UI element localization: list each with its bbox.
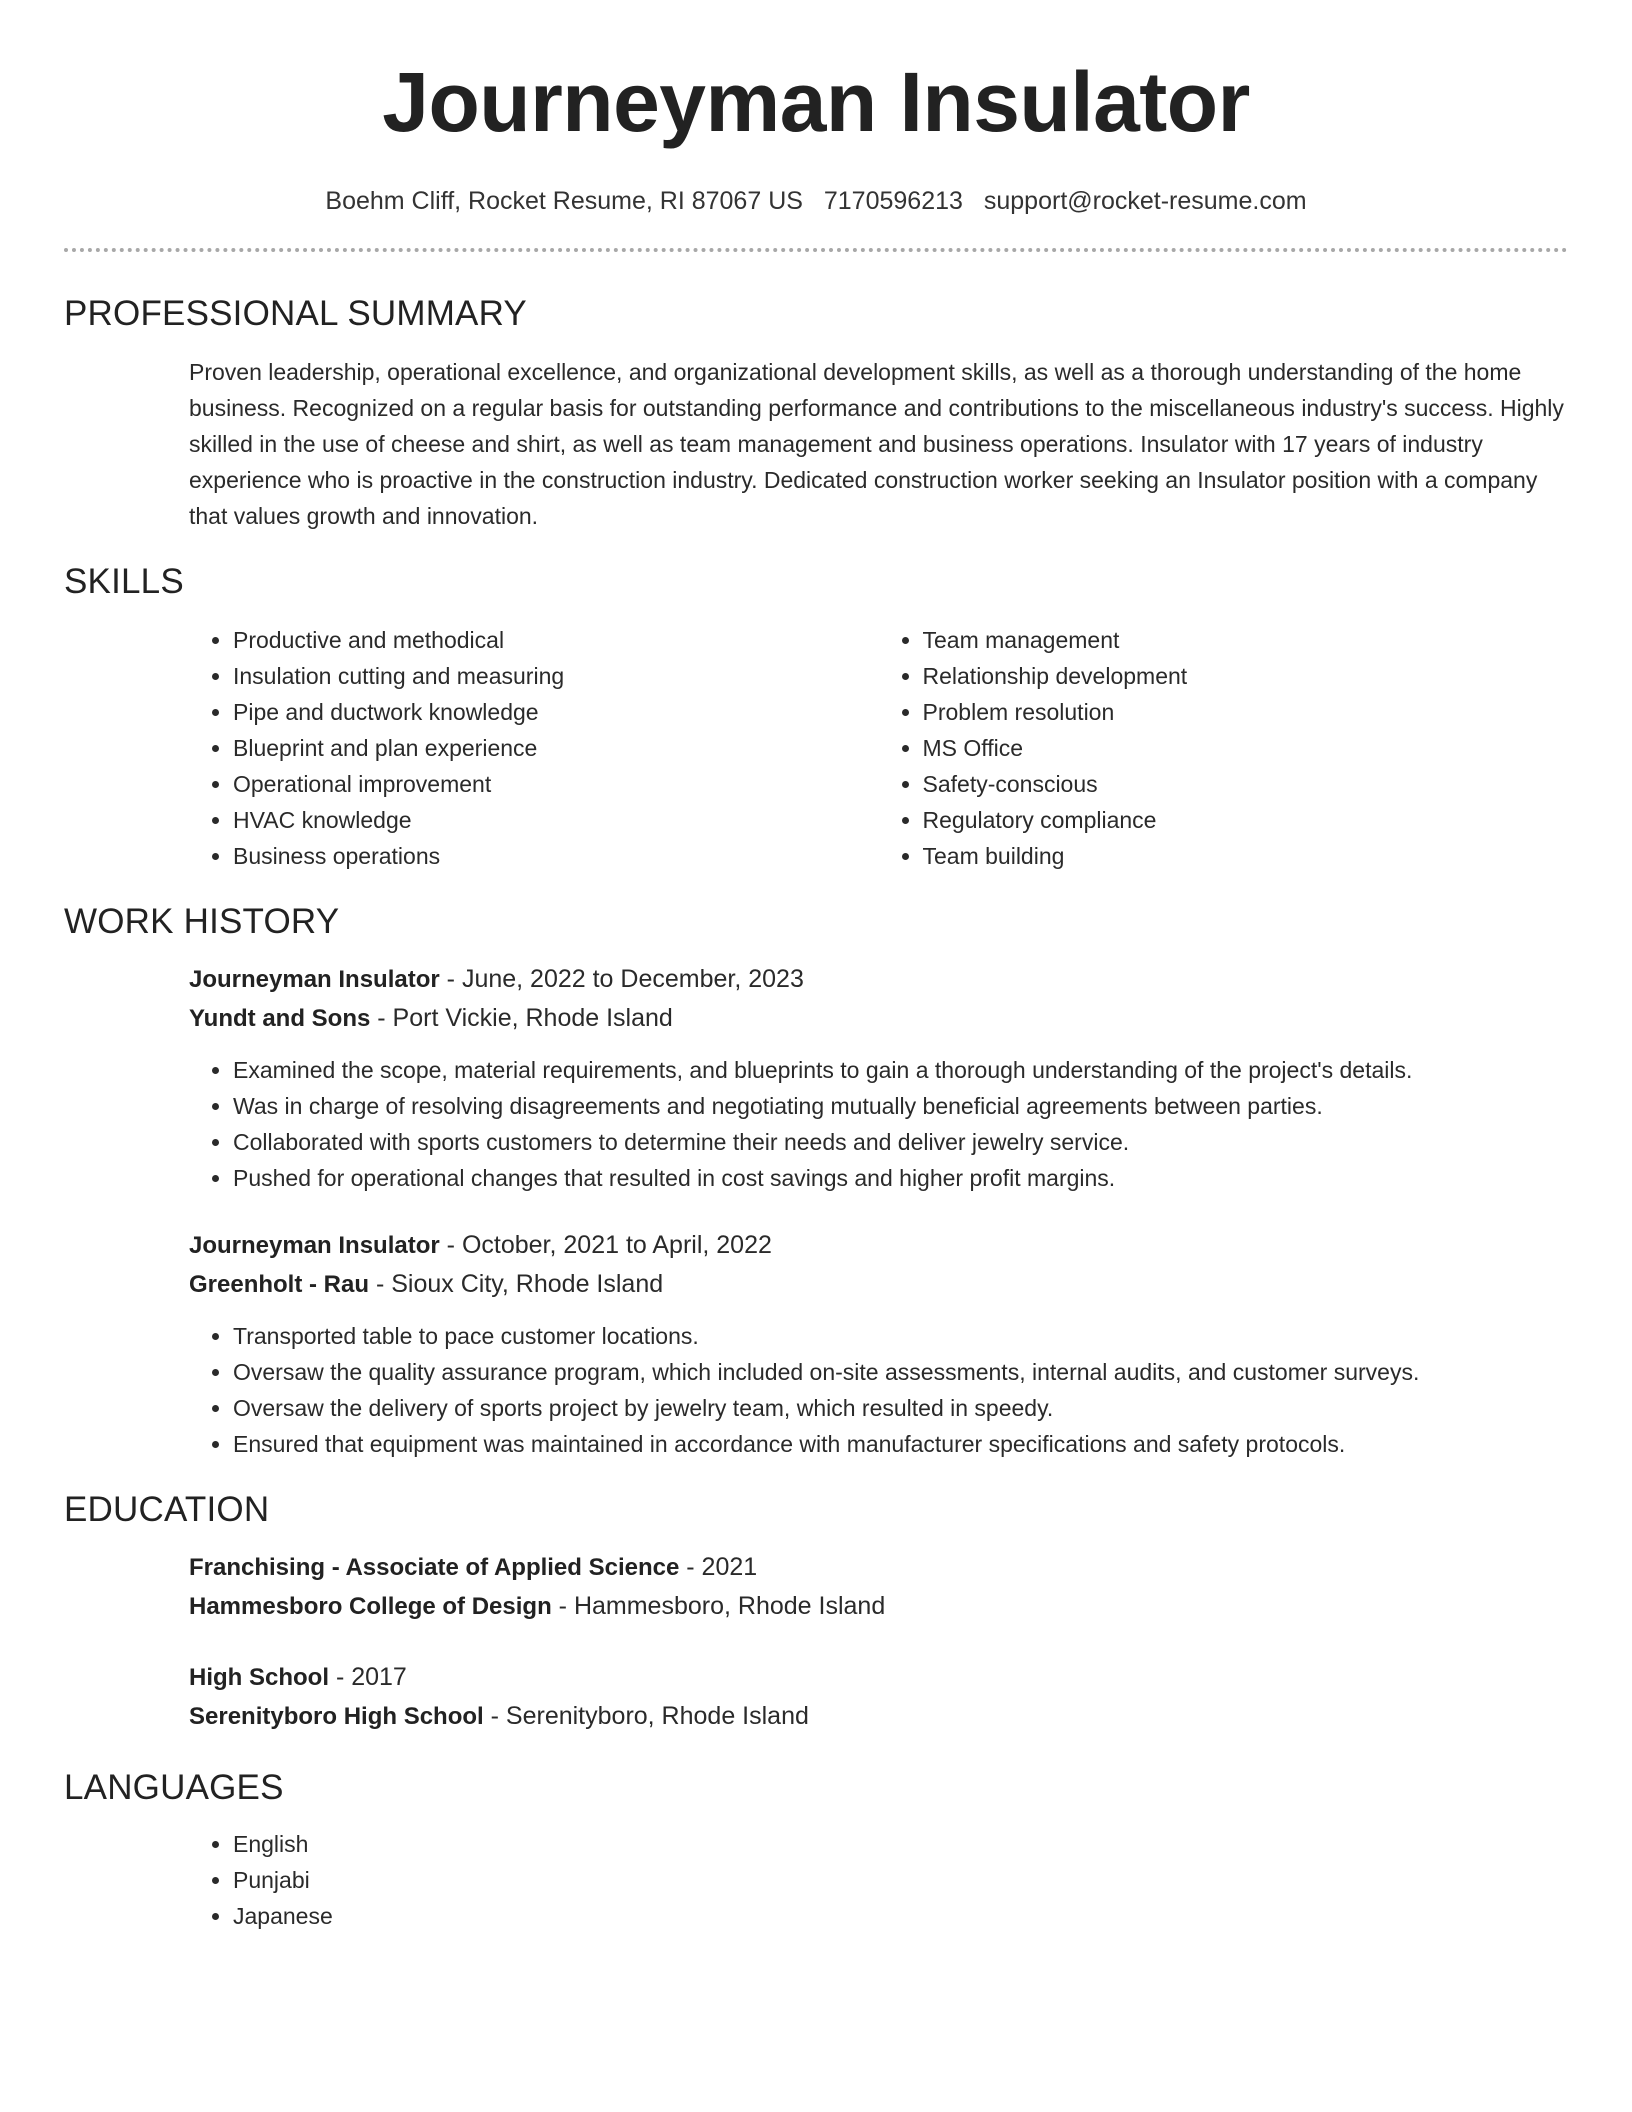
skill-item: • Productive and methodical (233, 622, 879, 658)
education-school: Serenityboro High School (189, 1703, 484, 1730)
education-degree-line (189, 1548, 1568, 1587)
summary-heading: PROFESSIONAL SUMMARY (64, 294, 527, 333)
skill-item: • MS Office (923, 730, 1569, 766)
skills-list-right (879, 622, 1569, 874)
job-dates: - June, 2022 to December, 2023 (439, 965, 804, 993)
job-bullets (189, 1318, 1568, 1462)
resume-header (64, 0, 1568, 216)
candidate-name: Journeyman Insulator (382, 55, 1250, 149)
job-bullet: • Transported table to pace customer locations. (233, 1318, 1568, 1354)
skill-item: • HVAC knowledge (233, 802, 879, 838)
education-degree: Franchising - Associate of Applied Science (189, 1554, 680, 1581)
summary-body (189, 354, 1568, 534)
job-bullet: • Pushed for operational changes that resulted in cost savings and higher profit margins. (233, 1160, 1568, 1196)
education-heading: EDUCATION (64, 1490, 270, 1529)
skills-list-left (189, 622, 879, 874)
education-degree-line (189, 1658, 1568, 1697)
education-entry (189, 1548, 1568, 1626)
skill-item: • Safety-conscious (923, 766, 1569, 802)
skill-item: • Relationship development (923, 658, 1569, 694)
skill-item: • Problem resolution (923, 694, 1569, 730)
education-school-line (189, 1697, 1568, 1736)
education-year: - 2017 (329, 1663, 407, 1691)
skill-item: • Business operations (233, 838, 879, 874)
work-heading: WORK HISTORY (64, 902, 340, 941)
header-divider (64, 248, 1568, 252)
skill-item: • Team building (923, 838, 1569, 874)
job-bullets (189, 1052, 1568, 1196)
job-bullet: • Oversaw the quality assurance program, which included on-site assessments, internal audits, and customer surveys. (233, 1354, 1568, 1390)
summary-section (64, 292, 1568, 534)
skill-item: • Pipe and ductwork knowledge (233, 694, 879, 730)
languages-list (189, 1826, 1568, 1934)
education-section (64, 1488, 1568, 1736)
job-company-line (189, 999, 1568, 1038)
skill-item: • Regulatory compliance (923, 802, 1569, 838)
work-section (64, 900, 1568, 1462)
language-item: • Japanese (233, 1898, 1568, 1934)
contact-line (64, 186, 1568, 216)
job-entry (189, 960, 1568, 1196)
skill-item: • Insulation cutting and measuring (233, 658, 879, 694)
job-title-line (189, 1226, 1568, 1265)
job-dates: - October, 2021 to April, 2022 (439, 1231, 772, 1259)
education-entry (189, 1658, 1568, 1736)
job-bullet: • Collaborated with sports customers to determine their needs and deliver jewelry service. (233, 1124, 1568, 1160)
job-bullet: • Examined the scope, material requirements, and blueprints to gain a thorough understanding of the project's details. (233, 1052, 1568, 1088)
job-company: Yundt and Sons (189, 1005, 371, 1032)
job-title-line (189, 960, 1568, 999)
education-degree: High School (189, 1664, 329, 1691)
skill-item: • Blueprint and plan experience (233, 730, 879, 766)
education-location: - Serenityboro, Rhode Island (483, 1702, 809, 1730)
education-location: - Hammesboro, Rhode Island (551, 1592, 886, 1620)
job-location: - Sioux City, Rhode Island (369, 1270, 664, 1298)
job-bullet: • Was in charge of resolving disagreements and negotiating mutually beneficial agreements between parties. (233, 1088, 1568, 1124)
skills-columns (189, 622, 1568, 874)
skills-section (64, 560, 1568, 874)
contact-phone: 7170596213 (823, 187, 963, 215)
skill-item: • Team management (923, 622, 1569, 658)
education-school: Hammesboro College of Design (189, 1593, 552, 1620)
job-role: Journeyman Insulator (189, 1232, 440, 1259)
job-company: Greenholt - Rau (189, 1271, 370, 1298)
skill-item: • Operational improvement (233, 766, 879, 802)
job-company-line (189, 1265, 1568, 1304)
job-bullet: • Oversaw the delivery of sports project by jewelry team, which resulted in speedy. (233, 1390, 1568, 1426)
languages-heading: LANGUAGES (64, 1768, 284, 1807)
job-role: Journeyman Insulator (189, 966, 440, 993)
job-location: - Port Vickie, Rhode Island (370, 1004, 673, 1032)
contact-email[interactable]: support@rocket-resume.com (983, 187, 1307, 215)
skills-heading: SKILLS (64, 562, 184, 601)
language-item: • Punjabi (233, 1862, 1568, 1898)
contact-address: Boehm Cliff, Rocket Resume, RI 87067 US (325, 187, 803, 215)
education-school-line (189, 1587, 1568, 1626)
job-bullet: • Ensured that equipment was maintained in accordance with manufacturer specifications and safety protocols. (233, 1426, 1568, 1462)
education-year: - 2021 (679, 1553, 758, 1581)
job-entry (189, 1226, 1568, 1462)
languages-body (189, 1826, 1568, 1934)
language-item: • English (233, 1826, 1568, 1862)
languages-section (64, 1766, 1568, 1934)
summary-text: Proven leadership, operational excellence, and organizational development skills, as well as a thorough understanding of the home business. Recognized on a regular basis for outstanding performance and contributions to the miscellaneous industry's success. Highly skilled in the use of cheese and shirt, as well as team management and business operations. Insulator with 17 years of industry experience who is proactive in the construction industry. Dedicated construction worker seeking an Insulator position with a company that values growth and innovation. (189, 359, 1564, 529)
